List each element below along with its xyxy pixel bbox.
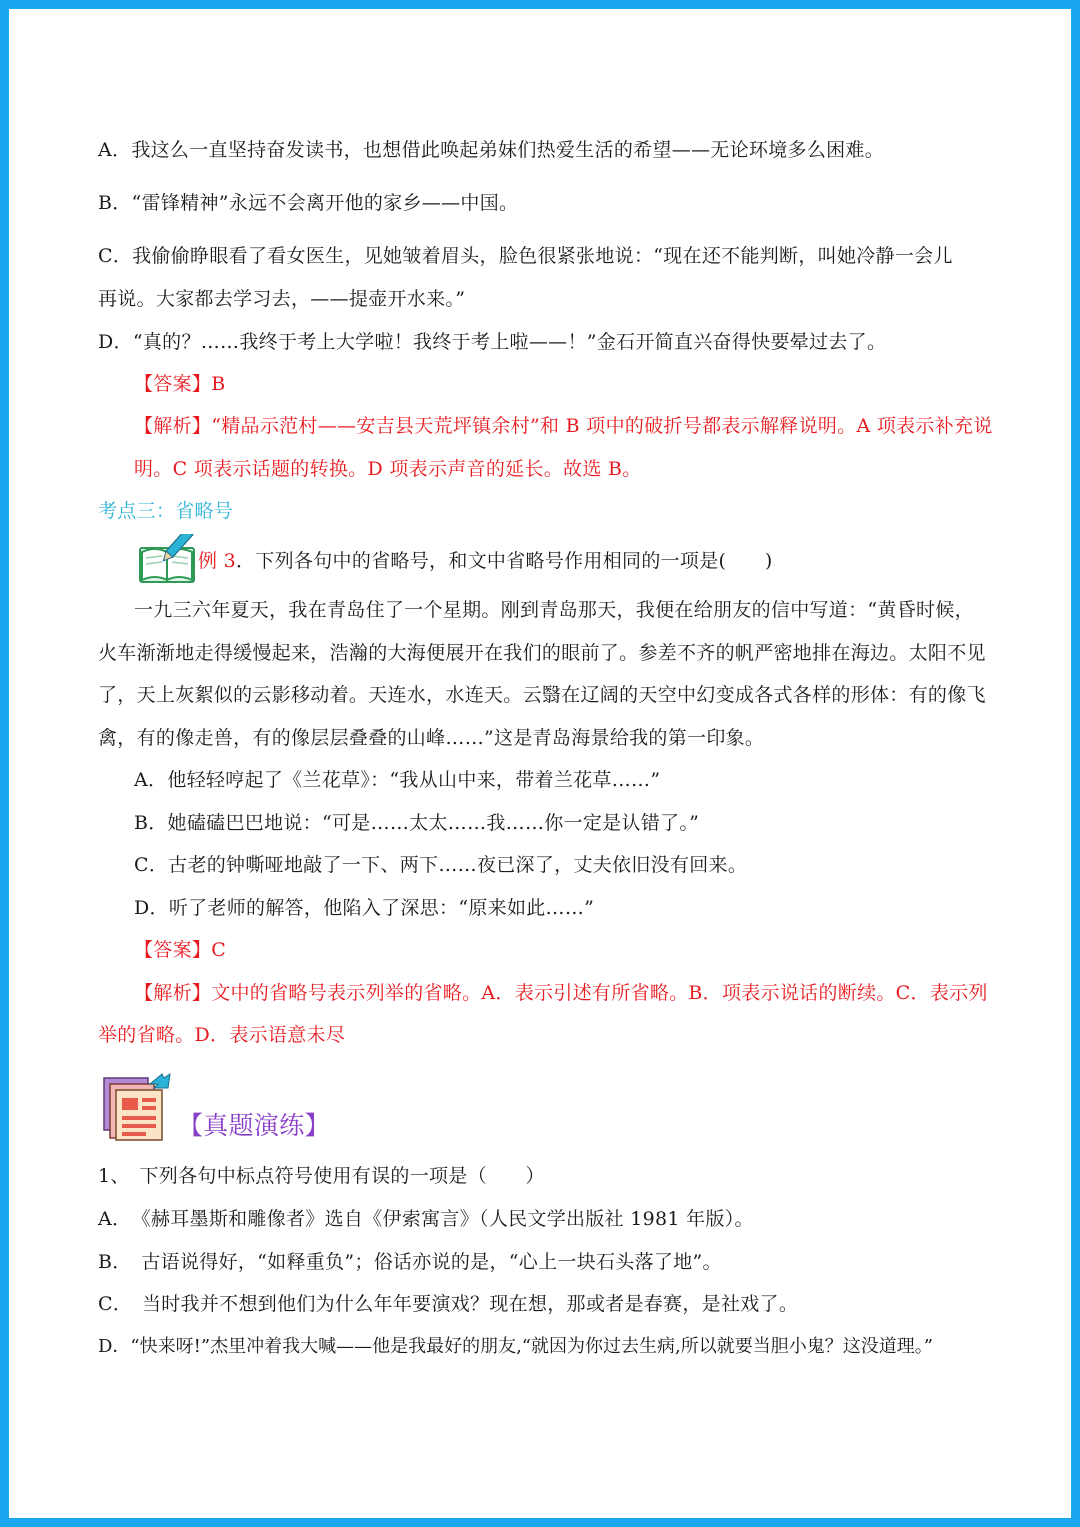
ex3-answer: 【答案】C <box>134 939 227 961</box>
ex2-option-c-line1: C．我偷偷睁眼看了看女医生，见她皱着眉头，脸色很紧张地说：“现在还不能判断，叫她冷静一会儿 <box>98 245 953 267</box>
ex3-option-d: D．听了老师的解答，他陷入了深思：“原来如此……” <box>134 897 595 919</box>
ex2-option-d: D．“真的？……我终于考上大学啦！我终于考上啦——！”金石开简直兴奋得快要晕过去了。 <box>98 331 887 353</box>
ex3-option-b: B．她磕磕巴巴地说：“可是……太太……我……你一定是认错了。” <box>134 812 700 834</box>
ex2-answer: 【答案】B <box>134 373 226 395</box>
ex3-question-text: ．下列各句中的省略号，和文中省略号作用相同的一项是( ) <box>236 550 773 572</box>
ex3-passage-line3: 了，天上灰絮似的云影移动着。天连水，水连天。云翳在辽阔的天空中幻变成各式各样的形体：有的像飞 <box>98 684 986 706</box>
ex3-analysis-line2: 举的省略。D．表示语意未尽 <box>98 1024 346 1046</box>
practice-q1: 1、 下列各句中标点符号使用有误的一项是（ ） <box>98 1165 545 1187</box>
ex2-option-a: A．我这么一直坚持奋发读书，也想借此唤起弟妹们热爱生活的希望——无论环境多么困难。 <box>98 139 885 161</box>
practice-option-b: B． 古语说得好，“如释重负”；俗话亦说的是，“心上一块石头落了地”。 <box>98 1251 722 1273</box>
ex3-question <box>198 548 773 574</box>
ex3-passage-line2: 火车渐渐地走得缓慢起来，浩瀚的大海便展开在我们的眼前了。参差不齐的帆严密地排在海边。太阳不见 <box>98 642 986 664</box>
practice-option-c: C． 当时我并不想到他们为什么年年要演戏？现在想，那或者是春赛，是社戏了。 <box>98 1293 799 1315</box>
ex2-option-b: B．“雷锋精神”永远不会离开他的家乡——中国。 <box>98 192 519 214</box>
ex3-label: 例 3 <box>198 550 237 572</box>
ex2-option-c-line2: 再说。大家都去学习去，——提壶开水来。” <box>98 288 466 310</box>
practice-option-a: A． 《赫耳墨斯和雕像者》选自《伊索寓言》（人民文学出版社 1981 年版）。 <box>98 1208 754 1230</box>
ex3-passage-line1: 一九三六年夏天，我在青岛住了一个星期。刚到青岛那天，我便在给朋友的信中写道：“黄昏时候， <box>134 599 974 621</box>
documents-arrow-icon <box>100 1070 172 1142</box>
ex2-analysis-line2: 明。C 项表示话题的转换。D 项表示声音的延长。故选 B。 <box>134 458 642 480</box>
ex2-analysis-line1: 【解析】“精品示范村——安吉县天荒坪镇余村”和 B 项中的破折号都表示解释说明。A 项表示补充说 <box>134 415 993 437</box>
ex3-passage-line4: 禽，有的像走兽，有的像层层叠叠的山峰……”这是青岛海景给我的第一印象。 <box>98 727 765 749</box>
ex3-option-a: A．他轻轻哼起了《兰花草》：“我从山中来，带着兰花草……” <box>134 769 661 791</box>
ex3-analysis-line1: 【解析】文中的省略号表示列举的省略。A．表示引述有所省略。B．项表示说话的断续。C．表示列 <box>134 982 988 1004</box>
practice-title: 【真题演练】 <box>178 1111 330 1140</box>
open-book-pencil-icon <box>136 534 198 586</box>
ex3-option-c: C．古老的钟嘶哑地敲了一下、两下……夜已深了，丈夫依旧没有回来。 <box>134 854 748 876</box>
section-heading: 考点三：省略号 <box>98 500 234 522</box>
practice-option-d: D．“快来呀!”杰里冲着我大喊——他是我最好的朋友,“就因为你过去生病,所以就要当胆小鬼？这没道理。” <box>98 1336 933 1357</box>
